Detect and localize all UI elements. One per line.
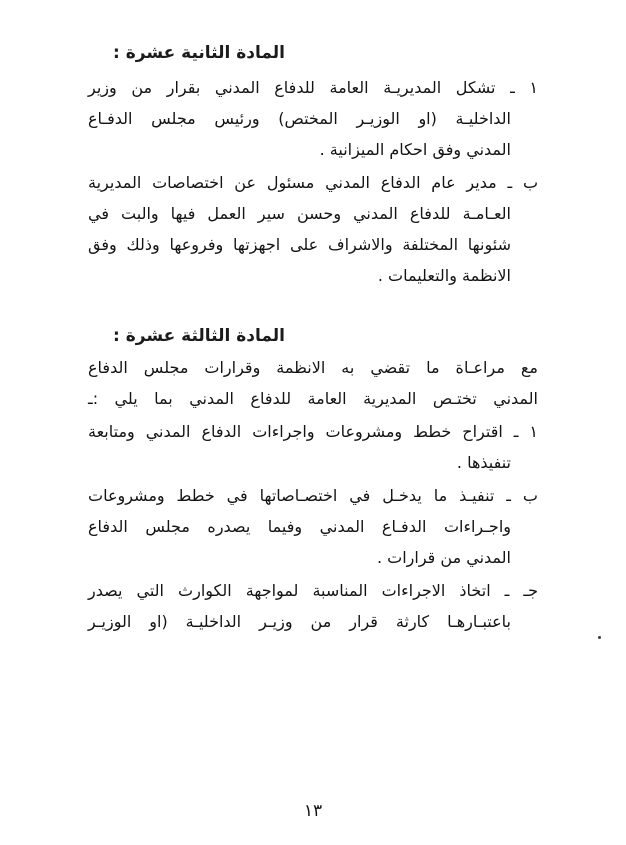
text-line: ١ ـ تشكل المديريـة العامة للدفاع المدني بقرار من وزير	[88, 78, 538, 97]
article-twelve-item-1	[88, 72, 538, 165]
article-thirteen-heading: المادة الثالثة عشرة :	[113, 326, 285, 346]
text-line: مع مراعـاة ما تقضي به الانظمة وقرارات مجلس الدفاع	[88, 358, 538, 377]
text-line: واجـراءات الدفـاع المدني وفيما يصدره مجلس الدفاع	[88, 517, 511, 536]
text-line: المدني تختـص المديرية العامة للدفاع المدني بما يلي :ـ	[88, 389, 538, 408]
text-line: الداخليـة (او الوزيـر المختص) ورئيس مجلس الدفـاع	[88, 109, 511, 128]
text-line: جـ ـ اتخاذ الاجراءات المناسبة لمواجهة الكوارث التي يصدر	[88, 581, 538, 600]
text-line: ب ـ مدير عام الدفاع المدني مسئول عن اختصاصات المديرية	[88, 173, 538, 192]
stray-ink-mark	[598, 636, 601, 639]
article-thirteen-intro	[88, 352, 538, 414]
text-line: العـامـة للدفاع المدني وحسن سير العمل فيها والبت في	[88, 204, 511, 223]
text-line: باعتبـارهـا كارثة قرار من وزيـر الداخليـة (او الوزيـر	[88, 612, 511, 631]
article-thirteen-item-jeem	[88, 575, 538, 637]
text-line: ١ ـ اقتراح خطط ومشروعات واجراءات الدفاع المدني ومتابعة	[88, 422, 538, 441]
article-twelve-heading: المادة الثانية عشرة :	[113, 43, 285, 63]
article-thirteen-item-b	[88, 480, 538, 573]
text-column	[88, 38, 538, 637]
text-line: تنفيذها .	[456, 453, 511, 472]
text-line: ب ـ تنفيـذ ما يدخـل في اختصـاصاتها في خطط ومشروعات	[88, 486, 538, 505]
text-line: شئونها المختلفة والاشراف على اجهزتها وفروعها وذلك وفق	[88, 235, 511, 254]
page-number: ١٣	[303, 801, 323, 821]
article-twelve-item-b	[88, 167, 538, 291]
text-line: الانظمة والتعليمات .	[377, 266, 511, 285]
article-thirteen-item-1	[88, 416, 538, 478]
text-line: المدني من قرارات .	[376, 548, 511, 567]
text-line: المدني وفق احكام الميزانية .	[319, 140, 511, 159]
